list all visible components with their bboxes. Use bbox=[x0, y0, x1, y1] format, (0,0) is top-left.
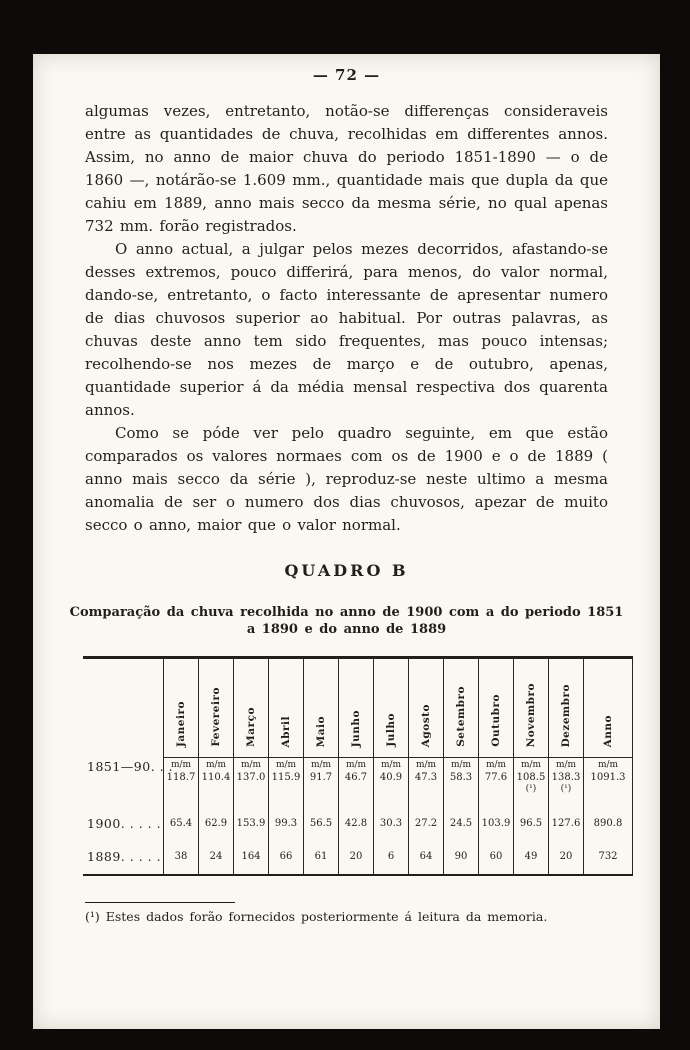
table-cell bbox=[444, 838, 479, 875]
cell-value: 61 bbox=[314, 850, 328, 862]
cell-value: 1091.3 bbox=[590, 772, 626, 783]
table-cell bbox=[514, 808, 549, 838]
table-cell bbox=[304, 838, 339, 875]
column-header-label: Junho bbox=[350, 709, 362, 747]
row-label: 1900. . . . . bbox=[87, 815, 162, 831]
unit-label: m/m bbox=[520, 760, 542, 770]
cell-value: 127.6 bbox=[551, 817, 581, 829]
table-cell bbox=[514, 838, 549, 875]
paragraph-3: Como se póde ver pelo quadro seguinte, em que estão comparados os valores normaes com os de 1900 e o de 1889 ( anno mais secco da série ), reproduz-se neste ultimo a mesma anomalia de ser o numero dos dias chuvosos, apezar de muito secco o anno, maior que o valor normal. bbox=[85, 424, 608, 534]
body-text bbox=[85, 100, 608, 537]
table-cell bbox=[269, 758, 304, 809]
cell-value: 64 bbox=[419, 850, 433, 862]
column-header-fevereiro bbox=[199, 658, 234, 758]
cell-value: 96.5 bbox=[519, 817, 543, 829]
table-cell bbox=[479, 808, 514, 838]
unit-label: m/m bbox=[555, 760, 577, 770]
unit-label: m/m bbox=[380, 760, 402, 770]
column-header-janeiro bbox=[164, 658, 199, 758]
table-cell bbox=[584, 758, 633, 809]
cell-value: 108.5 bbox=[516, 772, 546, 783]
unit-label: m/m bbox=[205, 760, 227, 770]
table-cell bbox=[304, 758, 339, 809]
table-cell bbox=[234, 808, 269, 838]
cell-value: 90 bbox=[454, 850, 468, 862]
cell-value: 60 bbox=[489, 850, 503, 862]
cell-value: 30.3 bbox=[379, 817, 403, 829]
rainfall-table bbox=[83, 656, 633, 876]
rainfall-table-wrap bbox=[83, 656, 660, 876]
document-page bbox=[33, 54, 660, 1029]
cell-value: 20 bbox=[349, 850, 363, 862]
column-header-setembro bbox=[444, 658, 479, 758]
column-header-label: Anno bbox=[602, 714, 614, 747]
table-cell bbox=[479, 758, 514, 809]
column-header-julho bbox=[374, 658, 409, 758]
paragraph-1: algumas vezes, entretanto, notão-se differenças consideraveis entre as quantidades de chuva, recolhidas em differentes annos. Assim, no anno de maior chuva do periodo 1851-1890 — o de 1860 —, notárão-se 1.609 mm., quantidade mais que dupla da que cahiu em 1889, anno mais secco da mesma série, no qual apenas 732 mm. forão registrados. bbox=[85, 102, 608, 235]
cell-value: 137.0 bbox=[236, 772, 266, 783]
column-header-abril bbox=[269, 658, 304, 758]
table-cell bbox=[584, 808, 633, 838]
table-cell bbox=[409, 808, 444, 838]
row-label: 1889. . . . . bbox=[87, 848, 162, 864]
column-header-label: Dezembro bbox=[560, 683, 572, 747]
column-header-label: Fevereiro bbox=[210, 687, 222, 747]
column-header-dezembro bbox=[549, 658, 584, 758]
table-header-row bbox=[83, 658, 633, 758]
table-cell bbox=[584, 838, 633, 875]
cell-value: 42.8 bbox=[344, 817, 368, 829]
column-header-novembro bbox=[514, 658, 549, 758]
unit-label: m/m bbox=[275, 760, 297, 770]
cell-value: 24.5 bbox=[449, 817, 473, 829]
column-header-label: Agosto bbox=[420, 703, 432, 747]
cell-value: 65.4 bbox=[169, 817, 193, 829]
paragraph-2: O anno actual, a julgar pelos mezes decorridos, afastando-se desses extremos, pouco differirá, para menos, do valor normal, dando-se, entretanto, o facto interessante de apresentar numero de dias chuvosos superior ao habitual. Por outras palavras, as chuvas deste anno tem sido frequentes, mas pouco intensas; recolhendo-se nos mezes de março e de outubro, apenas, quantidade superior á da média mensal respectiva dos quarenta annos. bbox=[85, 240, 608, 419]
cell-value: 66 bbox=[279, 850, 293, 862]
unit-label: m/m bbox=[597, 760, 619, 770]
column-header-label: Maio bbox=[315, 715, 327, 747]
column-header-label: Novembro bbox=[525, 682, 537, 747]
footnote-marker: (¹) bbox=[560, 784, 572, 794]
table-cell bbox=[549, 838, 584, 875]
table-cell bbox=[374, 758, 409, 809]
footnote: (¹) Estes dados forão fornecidos posteriormente á leitura da memoria. bbox=[85, 909, 548, 924]
column-header-maio bbox=[304, 658, 339, 758]
table-cell bbox=[339, 838, 374, 875]
table-cell bbox=[339, 808, 374, 838]
cell-value: 27.2 bbox=[414, 817, 438, 829]
table-cell bbox=[304, 808, 339, 838]
cell-value: 99.3 bbox=[274, 817, 298, 829]
table-cell bbox=[199, 838, 234, 875]
table-body bbox=[83, 758, 633, 876]
cell-value: 49 bbox=[524, 850, 538, 862]
cell-value: 118.7 bbox=[166, 772, 196, 783]
table-cell bbox=[269, 838, 304, 875]
cell-value: 153.9 bbox=[236, 817, 266, 829]
unit-label: m/m bbox=[485, 760, 507, 770]
cell-value: 38 bbox=[174, 850, 188, 862]
table-cell bbox=[234, 838, 269, 875]
table-cell bbox=[549, 808, 584, 838]
cell-value: 24 bbox=[209, 850, 223, 862]
table-cell bbox=[479, 838, 514, 875]
column-header-março bbox=[234, 658, 269, 758]
cell-value: 110.4 bbox=[201, 772, 231, 783]
table-row bbox=[83, 758, 633, 809]
table-cell bbox=[444, 808, 479, 838]
cell-value: 138.3 bbox=[551, 772, 581, 783]
column-header-outubro bbox=[479, 658, 514, 758]
row-label: 1851—90. . . bbox=[87, 758, 174, 774]
table-caption-line1: Comparação da chuva recolhida no anno de 1900 com a do periodo 1851 bbox=[69, 605, 624, 620]
column-header-label: Setembro bbox=[455, 686, 467, 747]
cell-value: 91.7 bbox=[309, 772, 333, 783]
unit-label: m/m bbox=[415, 760, 437, 770]
cell-value: 732 bbox=[598, 850, 618, 862]
table-cell bbox=[339, 758, 374, 809]
table-cell bbox=[444, 758, 479, 809]
table-cell bbox=[549, 758, 584, 809]
unit-label: m/m bbox=[345, 760, 367, 770]
cell-value: 56.5 bbox=[309, 817, 333, 829]
cell-value: 46.7 bbox=[344, 772, 368, 783]
table-cell bbox=[374, 808, 409, 838]
table-cell bbox=[409, 838, 444, 875]
cell-value: 20 bbox=[559, 850, 573, 862]
table-row bbox=[83, 808, 633, 838]
column-header-anno bbox=[584, 658, 633, 758]
unit-label: m/m bbox=[170, 760, 192, 770]
unit-label: m/m bbox=[450, 760, 472, 770]
table-cell bbox=[199, 758, 234, 809]
table-cell bbox=[409, 758, 444, 809]
cell-value: 890.8 bbox=[593, 817, 623, 829]
unit-label: m/m bbox=[240, 760, 262, 770]
column-header-label: Abril bbox=[280, 715, 292, 747]
column-header-junho bbox=[339, 658, 374, 758]
cell-value: 62.9 bbox=[204, 817, 228, 829]
cell-value: 58.3 bbox=[449, 772, 473, 783]
cell-value: 103.9 bbox=[481, 817, 511, 829]
page-number: — 72 — bbox=[312, 66, 381, 84]
table-cell bbox=[164, 838, 199, 875]
cell-value: 40.9 bbox=[379, 772, 403, 783]
table-row bbox=[83, 838, 633, 875]
table-cell bbox=[164, 808, 199, 838]
cell-value: 6 bbox=[387, 850, 395, 862]
unit-label: m/m bbox=[310, 760, 332, 770]
table-cell bbox=[514, 758, 549, 809]
cell-value: 47.3 bbox=[414, 772, 438, 783]
table-cell bbox=[234, 758, 269, 809]
corner-empty-cell bbox=[83, 658, 164, 758]
table-caption bbox=[33, 604, 660, 638]
footnote-rule bbox=[85, 902, 235, 903]
table-cell bbox=[374, 838, 409, 875]
cell-value: 115.9 bbox=[271, 772, 301, 783]
footnote-marker: (¹) bbox=[525, 784, 537, 794]
table-cell bbox=[269, 808, 304, 838]
column-header-label: Julho bbox=[385, 713, 397, 747]
column-header-label: Janeiro bbox=[175, 700, 187, 747]
column-header-label: Março bbox=[245, 707, 257, 747]
table-caption-line2: a 1890 e do anno de 1889 bbox=[246, 622, 447, 637]
cell-value: 77.6 bbox=[484, 772, 508, 783]
column-header-agosto bbox=[409, 658, 444, 758]
table-cell bbox=[199, 808, 234, 838]
cell-value: 164 bbox=[241, 850, 261, 862]
section-heading: QUADRO B bbox=[284, 561, 409, 580]
column-header-label: Outubro bbox=[490, 694, 502, 747]
